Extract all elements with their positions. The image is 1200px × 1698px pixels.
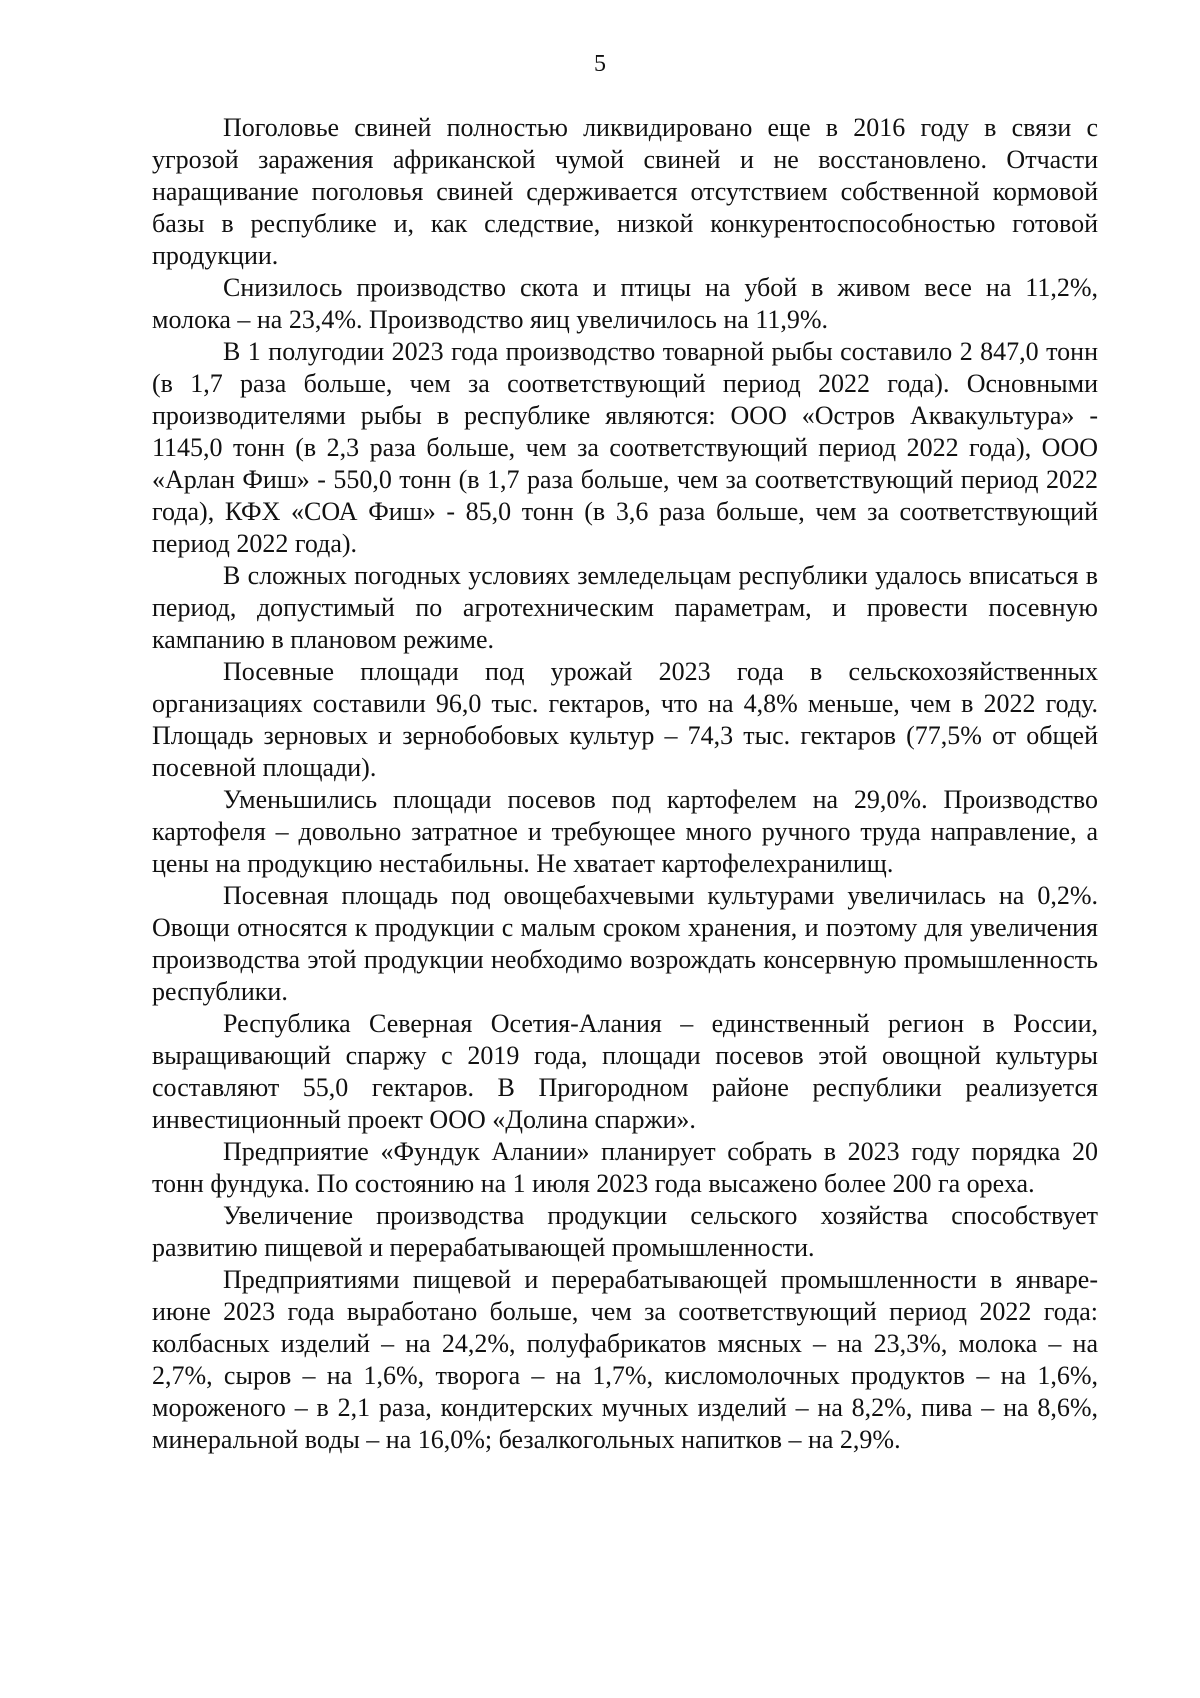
- paragraph-food-industry-intro: Увеличение производства продукции сельского хозяйства способствует развитию пищевой и перерабатывающей промышленности.: [152, 1201, 1098, 1262]
- paragraph-fish-production: В 1 полугодии 2023 года производство товарной рыбы составило 2 847,0 тонн (в 1,7 раза больше, чем за соответствующий период 2022 года). Основными производителями рыбы в республике являются: ООО «Остров Аквакультура» - 1145,0 тонн (в 2,3 раза больше, чем за соответствующий период 2022 года), ООО «Арлан Фиш» - 550,0 тонн (в 1,7 раза больше, чем за соответствующий период 2022 года), КФХ «СОА Фиш» - 85,0 тонн (в 3,6 раза больше, чем за соответствующий период 2022 года).: [152, 337, 1098, 558]
- paragraph-livestock-production: Снизилось производство скота и птицы на убой в живом весе на 11,2%, молока – на 23,4%. Производство яиц увеличилось на 11,9%.: [152, 273, 1098, 334]
- paragraph-sowing-campaign: В сложных погодных условиях земледельцам республики удалось вписаться в период, допустимый по агротехническим параметрам, и провести посевную кампанию в плановом режиме.: [152, 561, 1098, 654]
- paragraph-sown-areas: Посевные площади под урожай 2023 года в сельскохозяйственных организациях составили 96,0 тыс. гектаров, что на 4,8% меньше, чем в 2022 году. Площадь зерновых и зернобобовых культур – 74,3 тыс. гектаров (77,5% от общей посевной площади).: [152, 657, 1098, 782]
- paragraph-vegetables: Посевная площадь под овощебахчевыми культурами увеличилась на 0,2%. Овощи относятся к продукции с малым сроком хранения, и поэтому для увеличения производства этой продукции необходимо возрождать консервную промышленность республики.: [152, 881, 1098, 1006]
- paragraph-potato: Уменьшились площади посевов под картофелем на 29,0%. Производство картофеля – довольно затратное и требующее много ручного труда направление, а цены на продукцию нестабильны. Не хватает картофелехранилищ.: [152, 785, 1098, 878]
- paragraph-hazelnut: Предприятие «Фундук Алании» планирует собрать в 2023 году порядка 20 тонн фундука. По состоянию на 1 июля 2023 года высажено более 200 га ореха.: [152, 1137, 1098, 1198]
- paragraph-food-industry-output: Предприятиями пищевой и перерабатывающей промышленности в январе-июне 2023 года выработано больше, чем за соответствующий период 2022 года: колбасных изделий – на 24,2%, полуфабрикатов мясных – на 23,3%, молока – на 2,7%, сыров – на 1,6%, творога – на 1,7%, кисломолочных продуктов – на 1,6%, мороженого – в 2,1 раза, кондитерских мучных изделий – на 8,2%, пива – на 8,6%, минеральной воды – на 16,0%; безалкогольных напитков – на 2,9%.: [152, 1265, 1098, 1454]
- paragraph-pig-livestock: Поголовье свиней полностью ликвидировано еще в 2016 году в связи с угрозой заражения африканской чумой свиней и не восстановлено. Отчасти наращивание поголовья свиней сдерживается отсутствием собственной кормовой базы в республике и, как следствие, низкой конкурентоспособностью готовой продукции.: [152, 113, 1098, 270]
- document-body: [152, 112, 1098, 1456]
- paragraph-asparagus: Республика Северная Осетия-Алания – единственный регион в России, выращивающий спаржу с 2019 года, площади посевов этой овощной культуры составляют 55,0 гектаров. В Пригородном районе республики реализуется инвестиционный проект ООО «Долина спаржи».: [152, 1009, 1098, 1134]
- page-number: 5: [594, 51, 606, 77]
